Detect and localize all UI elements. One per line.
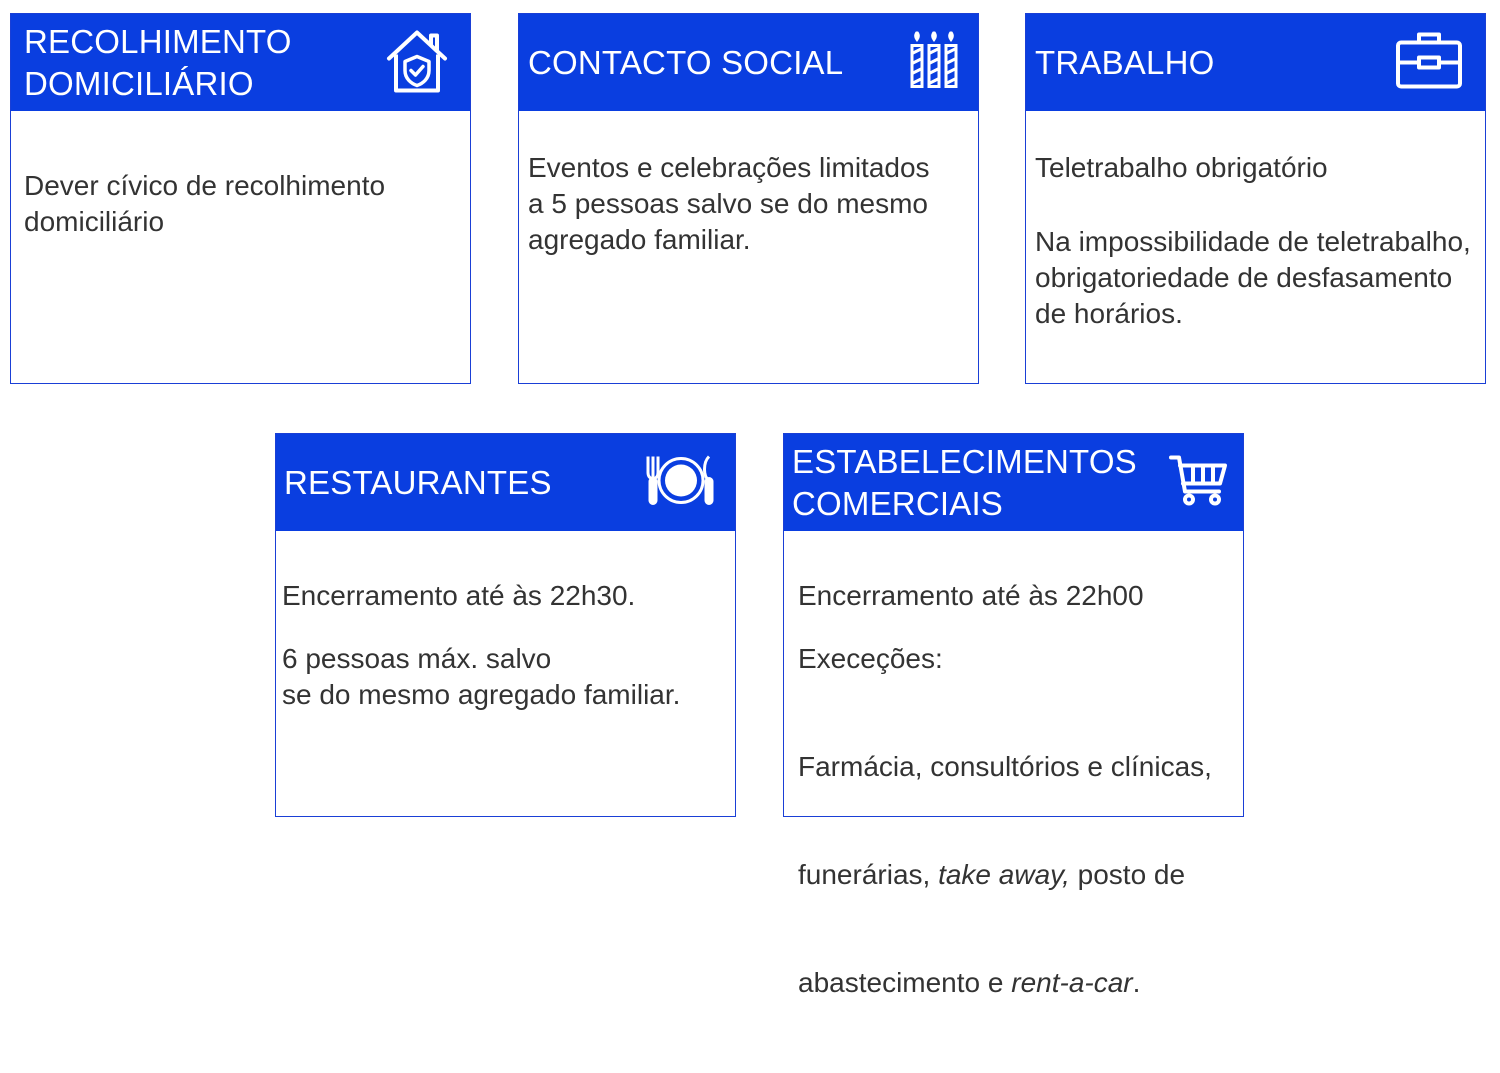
exceptions-italic-text: take away, [938,859,1070,890]
card-header [519,14,978,111]
exceptions-line [798,965,1212,1001]
exceptions-text: funerárias, [798,859,939,890]
exceptions-italic-text: rent-a-car [1011,967,1133,998]
card-title: TRABALHO [1035,43,1215,81]
shopping-cart-icon [1169,453,1229,512]
card-text: Eventos e celebrações limitados a 5 pessoas salvo se do mesmo agregado familiar. [528,152,930,255]
exceptions-line: Farmácia, consultórios e clínicas, [798,751,1212,782]
card-text: Na impossibilidade de teletrabalho, obrigatoriedade de desfasamento de horários. [1035,226,1471,329]
briefcase-icon [1395,30,1463,95]
house-shield-icon [385,26,449,99]
card-text: Teletrabalho obrigatório [1035,152,1328,183]
exceptions-text: posto de [1069,859,1186,890]
card-text: Encerramento até às 22h00 [798,580,1144,611]
card-header [1026,14,1485,111]
card-text: Encerramento até às 22h30. [282,580,636,611]
card-estabelecimentos-comerciais [783,433,1244,998]
card-recolhimento [10,13,471,384]
fork-plate-knife-icon [645,454,717,511]
card-text: Execeções: [798,643,943,674]
card-title: RECOLHIMENTO DOMICILIÁRIO [24,22,292,102]
card-title: ESTABELECIMENTOS COMERCIAIS [792,442,1137,522]
exceptions-text: abastecimento e [798,967,1012,998]
card-text: Dever cívico de recolhimento domiciliário [24,170,386,237]
card-contacto-social [518,13,979,384]
exceptions-text: . [1132,967,1141,998]
card-header [11,14,470,111]
exceptions-line [798,857,1212,893]
exceptions-list [798,677,1212,1073]
card-restaurantes [275,433,736,817]
card-header [276,434,735,531]
birthday-candles-icon [909,31,959,94]
card-title: RESTAURANTES [284,463,552,501]
card-text: 6 pessoas máx. salvo se do mesmo agregado familiar. [282,643,681,710]
card-title: CONTACTO SOCIAL [528,43,844,81]
card-trabalho [1025,13,1486,384]
card-header [784,434,1243,531]
